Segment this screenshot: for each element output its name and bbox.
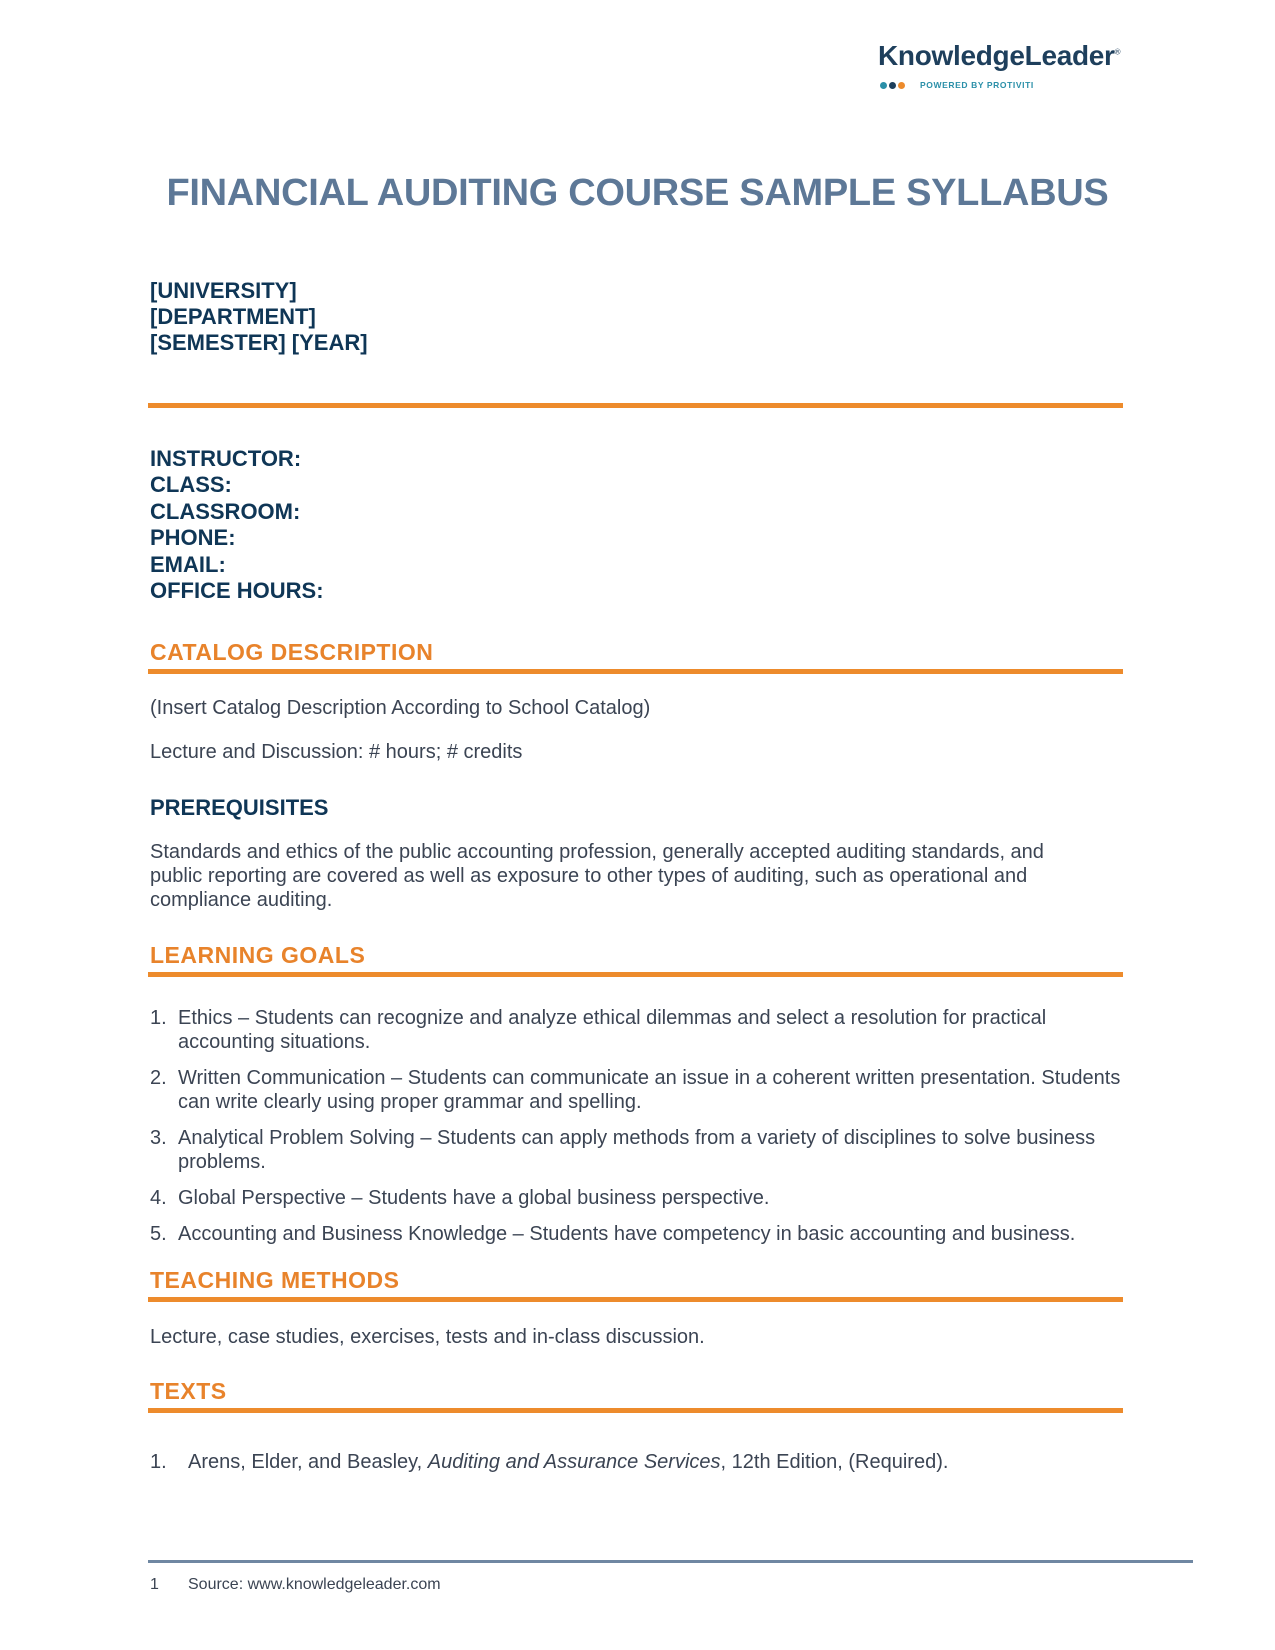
teaching-methods-rule bbox=[148, 1297, 1123, 1302]
instructor-label: INSTRUCTOR: bbox=[150, 446, 302, 471]
semester-year-placeholder: [SEMESTER] [YEAR] bbox=[150, 330, 368, 355]
phone-label: PHONE: bbox=[150, 525, 236, 551]
list-number: 1. bbox=[150, 1007, 167, 1029]
texts-list bbox=[150, 1450, 1130, 1474]
prerequisites-line: Standards and ethics of the public accounting profession, generally accepted auditing standards, and bbox=[150, 841, 1044, 863]
list-number: 4. bbox=[150, 1187, 167, 1209]
learning-goals-list bbox=[150, 1006, 1130, 1258]
prerequisites-text bbox=[150, 840, 1044, 912]
teaching-methods-text: Lecture, case studies, exercises, tests and in-class discussion. bbox=[150, 1326, 705, 1348]
prerequisites-heading: PREREQUISITES bbox=[150, 795, 329, 820]
list-item bbox=[150, 1450, 1130, 1474]
department-placeholder: [DEPARTMENT] bbox=[150, 304, 316, 329]
goal-text: Ethics – Students can recognize and analyze ethical dilemmas and select a resolution for practical accounting situations. bbox=[178, 1007, 1047, 1053]
logo-dot-teal bbox=[880, 82, 887, 89]
catalog-description-heading: CATALOG DESCRIPTION bbox=[150, 639, 434, 665]
list-item bbox=[150, 1066, 1130, 1114]
document-title: FINANCIAL AUDITING COURSE SAMPLE SYLLABUS bbox=[166, 172, 1109, 214]
goal-text: Global Perspective – Students have a global business perspective. bbox=[178, 1187, 770, 1209]
goal-text: Accounting and Business Knowledge – Students have competency in basic accounting and business. bbox=[178, 1223, 1076, 1245]
email-label: EMAIL: bbox=[150, 551, 226, 577]
texts-rule bbox=[148, 1408, 1123, 1413]
text-authors: Arens, Elder, and Beasley, bbox=[188, 1451, 428, 1473]
list-number: 5. bbox=[150, 1223, 167, 1245]
course-info-block bbox=[150, 446, 324, 604]
knowledgeleader-logo bbox=[878, 40, 1121, 90]
goal-text: Written Communication – Students can communicate an issue in a coherent written presentation. Students can write clearly using proper grammar and spelling. bbox=[178, 1067, 1121, 1113]
logo-dot-orange bbox=[898, 82, 905, 89]
logo-wordmark: KnowledgeLeader® bbox=[878, 40, 1121, 71]
texts-heading: TEXTS bbox=[150, 1378, 227, 1404]
prerequisites-line: public reporting are covered as well as exposure to other types of auditing, such as operational and bbox=[150, 865, 1028, 887]
list-item bbox=[150, 1006, 1130, 1054]
office-hours-label: OFFICE HOURS: bbox=[150, 578, 324, 604]
catalog-description-text: (Insert Catalog Description According to School Catalog) bbox=[150, 697, 651, 719]
list-number: 1. bbox=[150, 1451, 167, 1473]
page-number: 1 bbox=[150, 1576, 159, 1593]
footer-rule bbox=[148, 1560, 1193, 1563]
list-number: 2. bbox=[150, 1067, 167, 1089]
goal-text: Analytical Problem Solving – Students can apply methods from a variety of disciplines to solve business problems. bbox=[178, 1127, 1096, 1173]
classroom-label: CLASSROOM: bbox=[150, 498, 301, 524]
class-label: CLASS: bbox=[150, 472, 232, 498]
text-book-title: Auditing and Assurance Services bbox=[427, 1451, 721, 1473]
logo-dots bbox=[880, 82, 907, 90]
lecture-credits-text: Lecture and Discussion: # hours; # credits bbox=[150, 741, 523, 763]
list-item bbox=[150, 1126, 1130, 1174]
prerequisites-line: compliance auditing. bbox=[150, 889, 333, 911]
learning-goals-heading: LEARNING GOALS bbox=[150, 942, 366, 968]
catalog-description-rule bbox=[148, 669, 1123, 674]
text-edition: , 12th Edition, (Required). bbox=[720, 1451, 949, 1473]
footer-source: Source: www.knowledgeleader.com bbox=[188, 1576, 441, 1593]
university-placeholder: [UNIVERSITY] bbox=[150, 278, 297, 303]
teaching-methods-heading: TEACHING METHODS bbox=[150, 1267, 400, 1293]
list-item bbox=[150, 1222, 1130, 1246]
footer bbox=[150, 1576, 441, 1594]
logo-dot-navy bbox=[889, 82, 896, 89]
institution-block bbox=[150, 278, 368, 356]
divider-rule-top bbox=[148, 403, 1123, 408]
learning-goals-rule bbox=[148, 972, 1123, 977]
list-number: 3. bbox=[150, 1127, 167, 1149]
list-item bbox=[150, 1186, 1130, 1210]
logo-tagline: POWERED BY PROTIVITI bbox=[920, 80, 1034, 90]
